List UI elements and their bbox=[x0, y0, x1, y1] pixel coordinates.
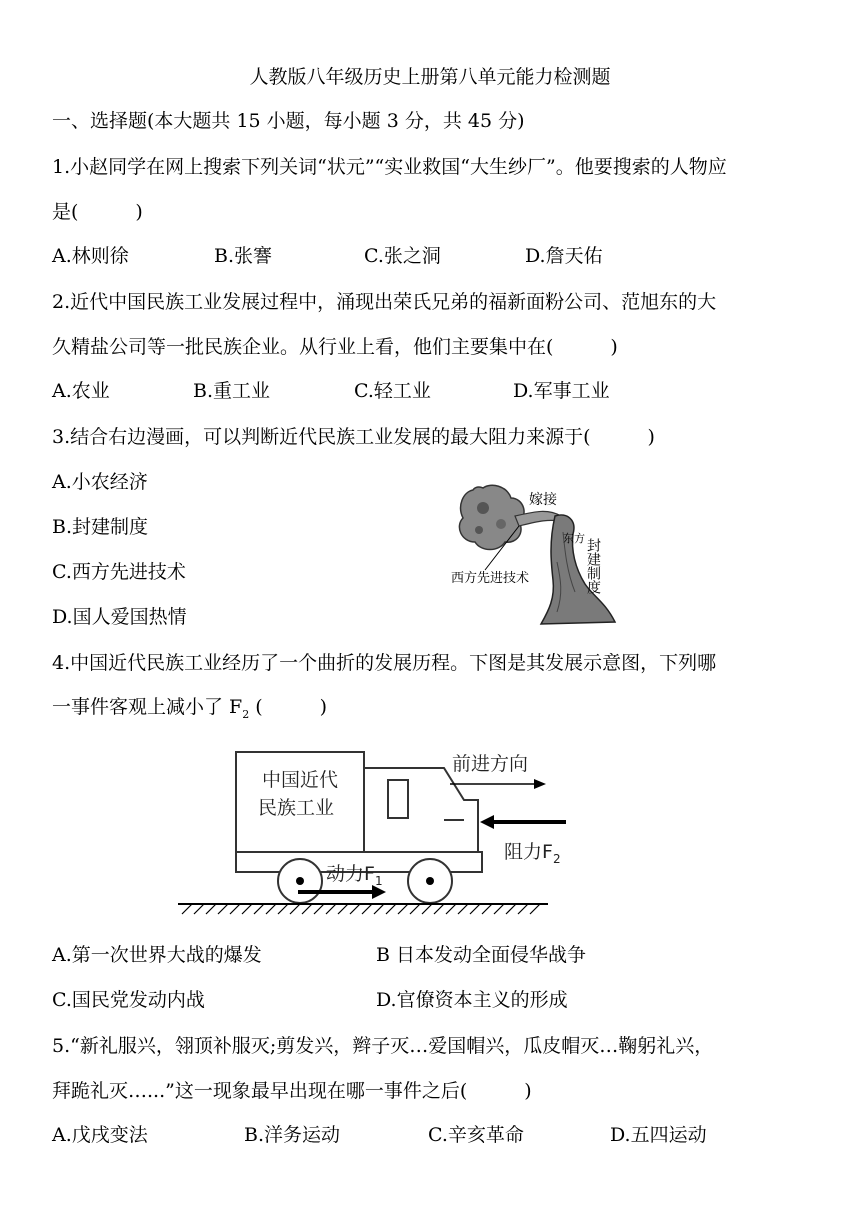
q4-option-b: B 日本发动全面侵华战争 bbox=[376, 944, 587, 966]
q4-stem-pre: 一事件客观上减小了 F bbox=[52, 696, 243, 718]
q3-option-a: A.小农经济 bbox=[52, 471, 148, 493]
cartoon-label-west: 西方先进技术 bbox=[451, 571, 530, 586]
truck-force-diagram bbox=[174, 738, 574, 918]
q5-option-b: B.洋务运动 bbox=[244, 1124, 341, 1146]
power-label: 动力$F_1$ bbox=[326, 863, 383, 888]
question-4-stem: 4.中国近代民族工业经历了一个曲折的发展历程。下图是其发展示意图，下列哪 bbox=[52, 652, 717, 674]
cartoon-label-trunk: 封建制度 bbox=[585, 538, 601, 594]
q5-option-c: C.辛亥革命 bbox=[428, 1124, 524, 1146]
question-3-stem: 3.结合右边漫画，可以判断近代民族工业发展的最大阻力来源于( ) bbox=[52, 426, 655, 448]
q4-option-a: A.第一次世界大战的爆发 bbox=[52, 944, 262, 966]
q1-option-b: B.张謇 bbox=[214, 245, 273, 267]
cartoon-label-east: 东方 bbox=[563, 532, 585, 545]
section-heading: 一、选择题(本大题共 15 小题，每小题 3 分，共 45 分) bbox=[52, 110, 525, 132]
q2-option-a: A.农业 bbox=[52, 380, 110, 402]
resistance-label: 阻力$F_2$ bbox=[504, 841, 561, 866]
truck-cargo-label-2: 民族工业 bbox=[258, 797, 335, 819]
question-2-stem-cont: 久精盐公司等一批民族企业。从行业上看，他们主要集中在( ) bbox=[52, 336, 618, 358]
q2-option-b: B.重工业 bbox=[193, 380, 271, 402]
truck-cargo-label-1: 中国近代 bbox=[262, 769, 339, 791]
q2-option-c: C.轻工业 bbox=[354, 380, 431, 402]
grafted-tree-cartoon bbox=[445, 472, 625, 634]
q3-option-b: B.封建制度 bbox=[52, 516, 149, 538]
forward-direction-label: 前进方向 bbox=[452, 753, 529, 775]
q4-option-d: D.官僚资本主义的形成 bbox=[376, 989, 568, 1011]
question-4-stem-cont bbox=[52, 694, 327, 728]
q2-option-d: D.军事工业 bbox=[513, 380, 610, 402]
question-5-stem-cont: 拜跪礼灭…...”这一现象最早出现在哪一事件之后( ) bbox=[52, 1080, 532, 1102]
q1-option-d: D.詹天佑 bbox=[525, 245, 603, 267]
question-1-stem-cont: 是( ) bbox=[52, 201, 143, 223]
q5-option-d: D.五四运动 bbox=[610, 1124, 707, 1146]
q1-option-a: A.林则徐 bbox=[52, 245, 129, 267]
question-5-stem: 5.“新礼服兴，翎顶补服灭;剪发兴，辫子灭…爱国帽兴，瓜皮帽灭…鞠躬礼兴， bbox=[52, 1035, 714, 1057]
question-1-stem: 1.小赵同学在网上搜索下列关词“状元”“实业救国“大生纱厂”。他要搜索的人物应 bbox=[52, 156, 727, 178]
cartoon-label-graft: 嫁接 bbox=[529, 492, 557, 508]
q3-option-c: C.西方先进技术 bbox=[52, 561, 186, 583]
q4-stem-post: ( ) bbox=[249, 696, 328, 718]
q3-option-d: D.国人爱国热情 bbox=[52, 606, 187, 628]
q5-option-a: A.戊戌变法 bbox=[52, 1124, 148, 1146]
q4-option-c: C.国民党发动内战 bbox=[52, 989, 205, 1011]
q4-stem-sub: 2 bbox=[242, 707, 250, 721]
q1-option-c: C.张之洞 bbox=[364, 245, 441, 267]
question-2-stem: 2.近代中国民族工业发展过程中，涌现出荣氏兄弟的福新面粉公司、范旭东的大 bbox=[52, 291, 717, 313]
page-title: 人教版八年级历史上册第八单元能力检测题 bbox=[249, 66, 611, 88]
